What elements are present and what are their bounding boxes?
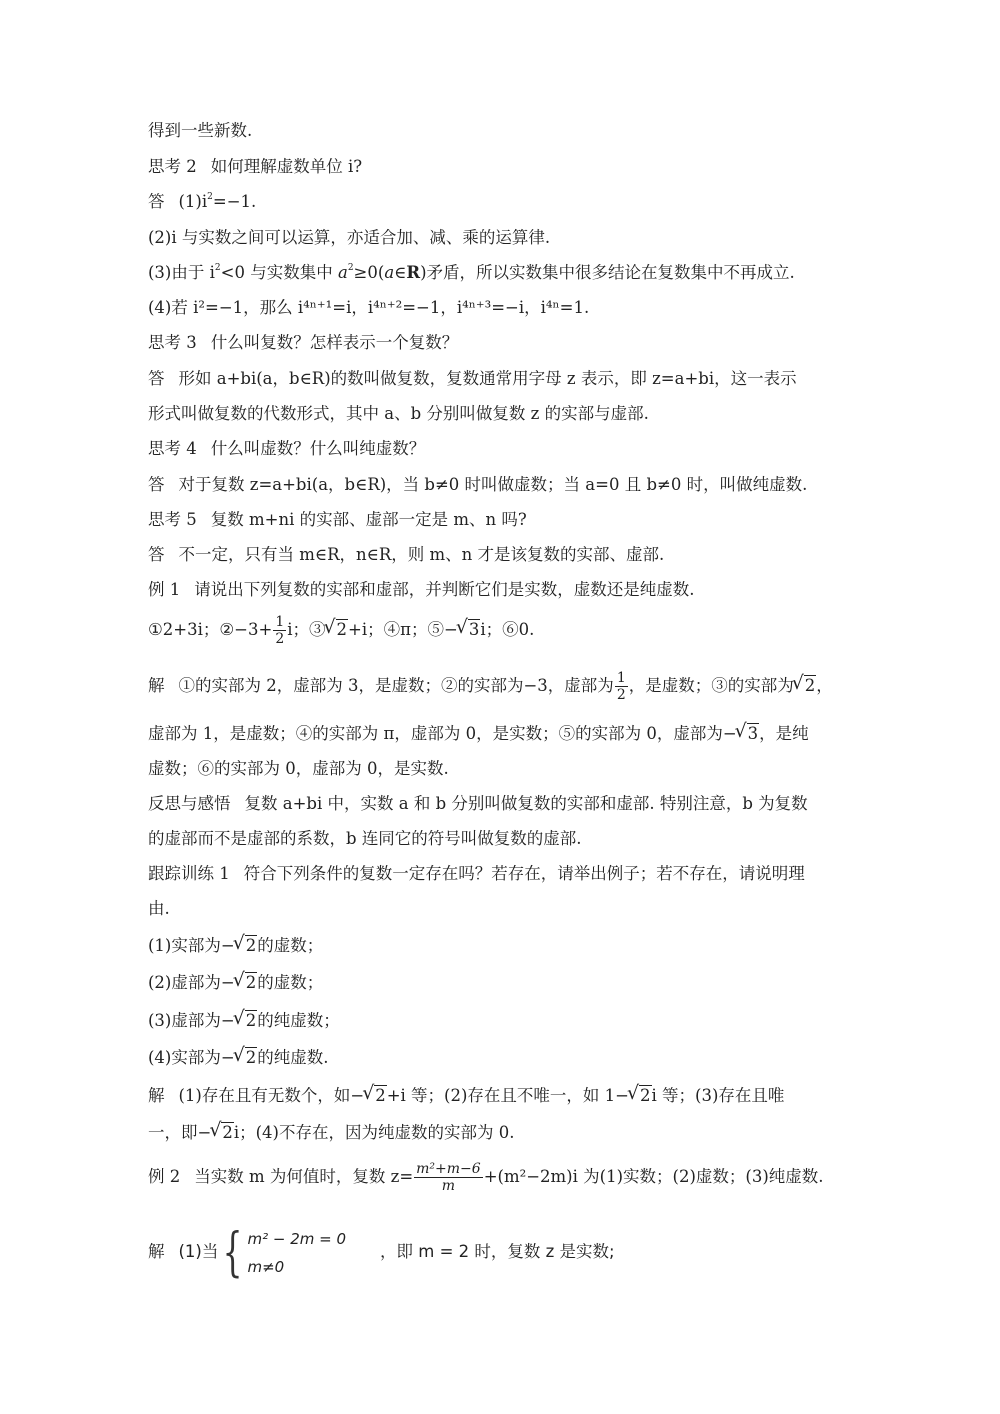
sqrt: √ 3 — [458, 612, 481, 648]
example-1-question — [148, 579, 695, 601]
question-text: 如何理解虚数单位 i? — [210, 157, 363, 176]
text-line: 得到一些新数. — [148, 121, 253, 140]
tracking-solution-line-1: 解 (1)存在且有无数个，如− √ 2+i 等；(2)存在且不唯一，如 1− √ 2i 等；(3)存在且唯 — [148, 1085, 784, 1107]
text: 对于复数 z=a+bi(a，b∈R)，当 b≠0 时叫做虚数；当 a=0 且 b≠0 时，叫做纯虚数. — [178, 475, 808, 494]
answer-label: 答 — [148, 369, 165, 388]
example-1-items — [148, 612, 534, 648]
text: ≥0( — [353, 263, 385, 282]
sqrt: √ 3 — [737, 723, 760, 745]
question-text: 复数 m+ni 的实部、虚部一定是 m、n 吗? — [210, 510, 527, 529]
text: 符合下列条件的复数一定存在吗？若存在，请举出例子；若不存在，请说明理 — [243, 864, 805, 883]
solution-1-line-3: 虚数；⑥的实部为 0，虚部为 0，是实数. — [148, 759, 449, 778]
sqrt: √ 2 — [629, 1085, 652, 1107]
item: ①2+3i； — [148, 620, 220, 639]
think-label: 思考 2 — [148, 157, 197, 176]
think-label: 思考 3 — [148, 333, 197, 352]
item: ④π； — [383, 620, 428, 639]
text: ，是纯 — [759, 724, 809, 743]
text: 不一定，只有当 m∈R，n∈R，则 m、n 才是该复数的实部、虚部. — [178, 545, 665, 564]
item: ②−3+ — [219, 620, 273, 639]
tracking-item-4: (4)实部为− √ 2的纯虚数. — [148, 1047, 328, 1069]
think-2-question — [148, 156, 362, 178]
text: (3)由于 i — [148, 263, 215, 282]
tracking-exercise-line-2: 由. — [148, 899, 170, 918]
tracking-item-1: (1)实部为− √ 2的虚数； — [148, 935, 323, 957]
item: ③ — [309, 620, 326, 639]
brace-icon: { — [222, 1222, 243, 1283]
text: ， — [816, 676, 833, 695]
example-2-solution-1: 解 (1)当 { m² − 2m = 0 m≠0 ，即 m = 2 时，复数 z 是实数; — [148, 1222, 615, 1283]
solution-1-line-2 — [148, 723, 809, 745]
question-text: 什么叫复数？怎样表示一个复数？ — [210, 333, 459, 352]
tracking-item-2: (2)虚部为− √ 2的虚数； — [148, 972, 323, 994]
text: ①的实部为 2，虚部为 3，是虚数；②的实部为−3，虚部为 — [178, 676, 614, 695]
tracking-label: 跟踪训练 1 — [148, 864, 230, 883]
answer-2-1: 答 $(1)i^2=-1$. — [148, 192, 257, 211]
fraction: $\frac{\text{m²+m−6}}{m}$ — [416, 1161, 481, 1194]
solution-label: 解 — [148, 676, 165, 695]
sqrt: √ 2 — [211, 1122, 234, 1144]
item: ⑤− — [427, 620, 458, 639]
text: ∈ — [394, 263, 407, 282]
reflection-label: 反思与感悟 — [148, 794, 231, 813]
example-label: 例 2 — [148, 1167, 181, 1186]
question-text: 请说出下列复数的实部和虚部，并判断它们是实数，虚数还是纯虚数. — [194, 580, 695, 599]
sqrt: √ 2 — [235, 972, 258, 994]
answer-5 — [148, 544, 664, 566]
think-4-question — [148, 438, 425, 460]
answer-label: 答 — [148, 192, 165, 211]
solution-label: 解 — [148, 1086, 165, 1105]
think-label: 思考 4 — [148, 439, 197, 458]
text: )矛盾，所以实数集中很多结论在复数集中不再成立. — [420, 263, 795, 282]
item: ⑥0. — [502, 620, 535, 639]
text: (1)i — [178, 192, 208, 211]
item: i； — [287, 620, 310, 639]
sqrt: √ 2 — [364, 1085, 387, 1107]
reflection-line-2: 的虚部而不是虚部的系数，b 连同它的符号叫做复数的虚部. — [148, 829, 582, 848]
text: =−1. — [212, 192, 257, 211]
sqrt: √ 2 — [794, 668, 817, 704]
example-label: 例 1 — [148, 580, 181, 599]
text: 复数 a+bi 中，实数 a 和 b 分别叫做复数的实部和虚部. 特别注意，b 为复数 — [244, 794, 808, 813]
example-2-question: 例 2 当实数 m 为何值时，复数 z= $\frac{\text{m²+m−6}}{m}$ +(m²−2m)i 为(1)实数；(2)虚数；(3)纯虚数. — [148, 1161, 824, 1194]
answer-2-4: (4)若 i²=−1，那么 i⁴ⁿ⁺¹=i，i⁴ⁿ⁺²=−1，i⁴ⁿ⁺³=−i，i⁴ⁿ=1. — [148, 298, 590, 317]
answer-label: 答 — [148, 475, 165, 494]
sqrt: √ 2 — [235, 935, 258, 957]
text: <0 与实数集中 — [220, 263, 338, 282]
solution-label: 解 — [148, 1242, 165, 1261]
fraction: $\frac{1}{2}$ — [275, 614, 285, 647]
question-text: 什么叫虚数？什么叫纯虚数？ — [210, 439, 426, 458]
think-5-question — [148, 509, 527, 531]
answer-3-line-2: 形式叫做复数的代数形式，其中 a、b 分别叫做复数 z 的实部与虚部. — [148, 404, 649, 423]
item: +i； — [348, 620, 384, 639]
text: 形如 a+bi(a，b∈R)的数叫做复数，复数通常用字母 z 表示，即 z=a+bi，这一表示 — [178, 369, 797, 388]
sqrt: √ 2 — [235, 1010, 258, 1032]
tracking-solution-line-2: 一，即− √ 2i；(4)不存在，因为纯虚数的实部为 0. — [148, 1122, 514, 1144]
answer-label: 答 — [148, 545, 165, 564]
solution-1-line-1 — [148, 668, 833, 704]
text: 虚部为 1，是虚数；④的实部为 π，虚部为 0，是实数；⑤的实部为 0，虚部为− — [148, 724, 737, 743]
tracking-exercise-line-1 — [148, 863, 805, 885]
tracking-item-3: (3)虚部为− √ 2的纯虚数； — [148, 1010, 340, 1032]
equation-system: { m² − 2m = 0 m≠0 — [222, 1222, 347, 1283]
text: ，是虚数；③的实部为 — [628, 676, 794, 695]
sqrt: √ 2 — [235, 1047, 258, 1069]
item: i； — [480, 620, 503, 639]
think-label: 思考 5 — [148, 510, 197, 529]
sqrt: √ 2 — [326, 612, 349, 648]
think-3-question — [148, 332, 458, 354]
answer-2-2: (2)i 与实数之间可以运算，亦适合加、减、乘的运算律. — [148, 228, 551, 247]
answer-2-3: (3)由于 $i^2<0$ 与实数集中 $a^2\ge 0(a\in R)$矛盾，所以实数集中很多结论在复数集中不再成立. — [148, 263, 795, 282]
answer-3-line-1 — [148, 368, 797, 390]
reflection-line-1 — [148, 793, 808, 815]
answer-4 — [148, 474, 807, 496]
fraction: $\frac{1}{2}$ — [616, 670, 626, 703]
